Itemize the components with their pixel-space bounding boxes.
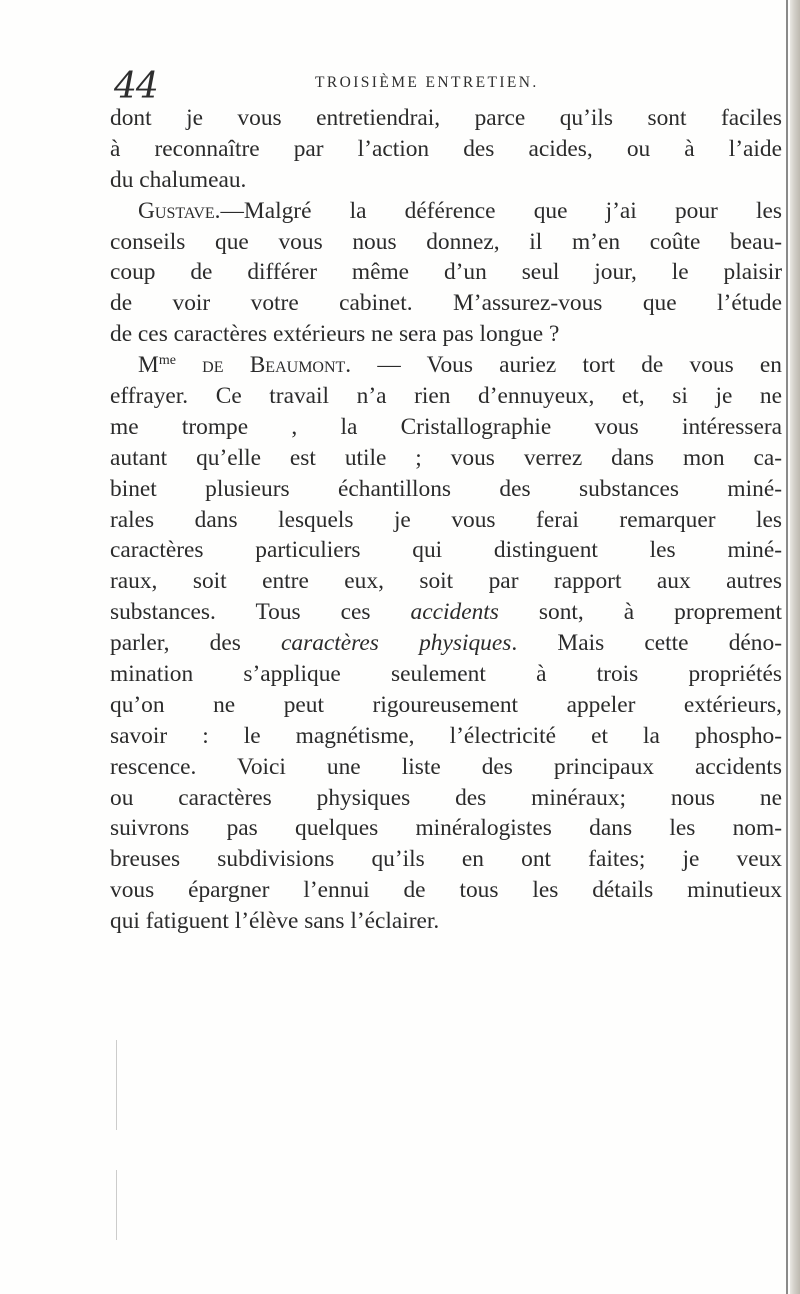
text-line: dont je vous entretiendrai, parce qu’ils sont faciles <box>110 105 782 131</box>
text-line: conseils que vous nous donnez, il m’en coûte beau- <box>110 228 782 255</box>
text-line: qu’on ne peut rigoureusement appeler extérieurs, <box>110 691 782 718</box>
text-line: mination s’applique seulement à trois propriétés <box>110 661 782 688</box>
text-line: savoir : le magnétisme, l’électricité et la phospho- <box>110 722 782 749</box>
italic-term: accidents <box>410 599 499 626</box>
text-line: de ces caractères extérieurs ne sera pas longue ? <box>110 321 560 348</box>
text-line: suivrons pas quelques minéralogistes dans les nom- <box>110 815 782 842</box>
text-line: raux, soit entre eux, soit par rapport aux autres <box>110 568 782 595</box>
text-line: vous épargner l’ennui de tous les détails minutieux <box>110 877 782 904</box>
margin-mark <box>116 1170 117 1240</box>
text-line: me trompe , la Cristallographie vous intéressera <box>110 413 782 440</box>
speaker-superscript: me <box>158 353 176 369</box>
text-fragment: — Vous auriez tort de vous en <box>377 352 782 379</box>
page-edge-shadow <box>786 0 788 1294</box>
text-line: coup de différer même d’un seul jour, le plaisir <box>110 259 782 286</box>
speaker-name: de Beaumont. <box>202 352 352 379</box>
text-fragment: parler, des <box>110 630 282 657</box>
page-number: 44 <box>114 66 158 107</box>
text-line <box>110 597 782 628</box>
speaker-prefix: M <box>138 352 159 379</box>
text-fragment: substances. Tous ces <box>110 599 411 626</box>
page-text <box>110 103 782 937</box>
text-line: effrayer. Ce travail n’a rien d’ennuyeux, et, si je ne <box>110 383 782 410</box>
text-line: caractères particuliers qui distinguent les miné- <box>110 537 782 564</box>
text-fragment: sont, à proprement <box>498 599 782 626</box>
text-line: binet plusieurs échantillons des substances miné- <box>110 475 782 502</box>
text-line: à reconnaître par l’action des acides, ou à l’aide <box>110 135 782 162</box>
text-line: du chalumeau. <box>110 166 247 193</box>
speaker-name: Gustave. <box>138 197 221 224</box>
italic-term: caractères physiques <box>281 630 512 657</box>
speaker-line-beaumont <box>110 350 782 381</box>
text-line: de voir votre cabinet. M’assurez-vous que l’étude <box>110 290 782 317</box>
text-line <box>110 628 782 659</box>
page-edge <box>790 0 800 1294</box>
running-head: TROISIÈME ENTRETIEN. <box>315 74 539 91</box>
text-line: rales dans lesquels je vous ferai remarquer les <box>110 506 782 533</box>
text-line: breuses subdivisions qu’ils en ont faites; je veux <box>110 846 782 873</box>
speaker-line-gustave <box>110 196 782 227</box>
text-line: rescence. Voici une liste des principaux accidents <box>110 753 782 780</box>
margin-mark <box>116 1040 117 1130</box>
text-line: autant qu’elle est utile ; vous verrez dans mon ca- <box>110 444 782 471</box>
text-line: qui fatiguent l’élève sans l’éclairer. <box>110 908 440 935</box>
text-line: ou caractères physiques des minéraux; nous ne <box>110 784 782 811</box>
text-fragment: . Mais cette déno- <box>511 630 782 657</box>
page-header <box>110 62 790 107</box>
text-fragment: —Malgré la déférence que j’ai pour les <box>220 197 782 224</box>
